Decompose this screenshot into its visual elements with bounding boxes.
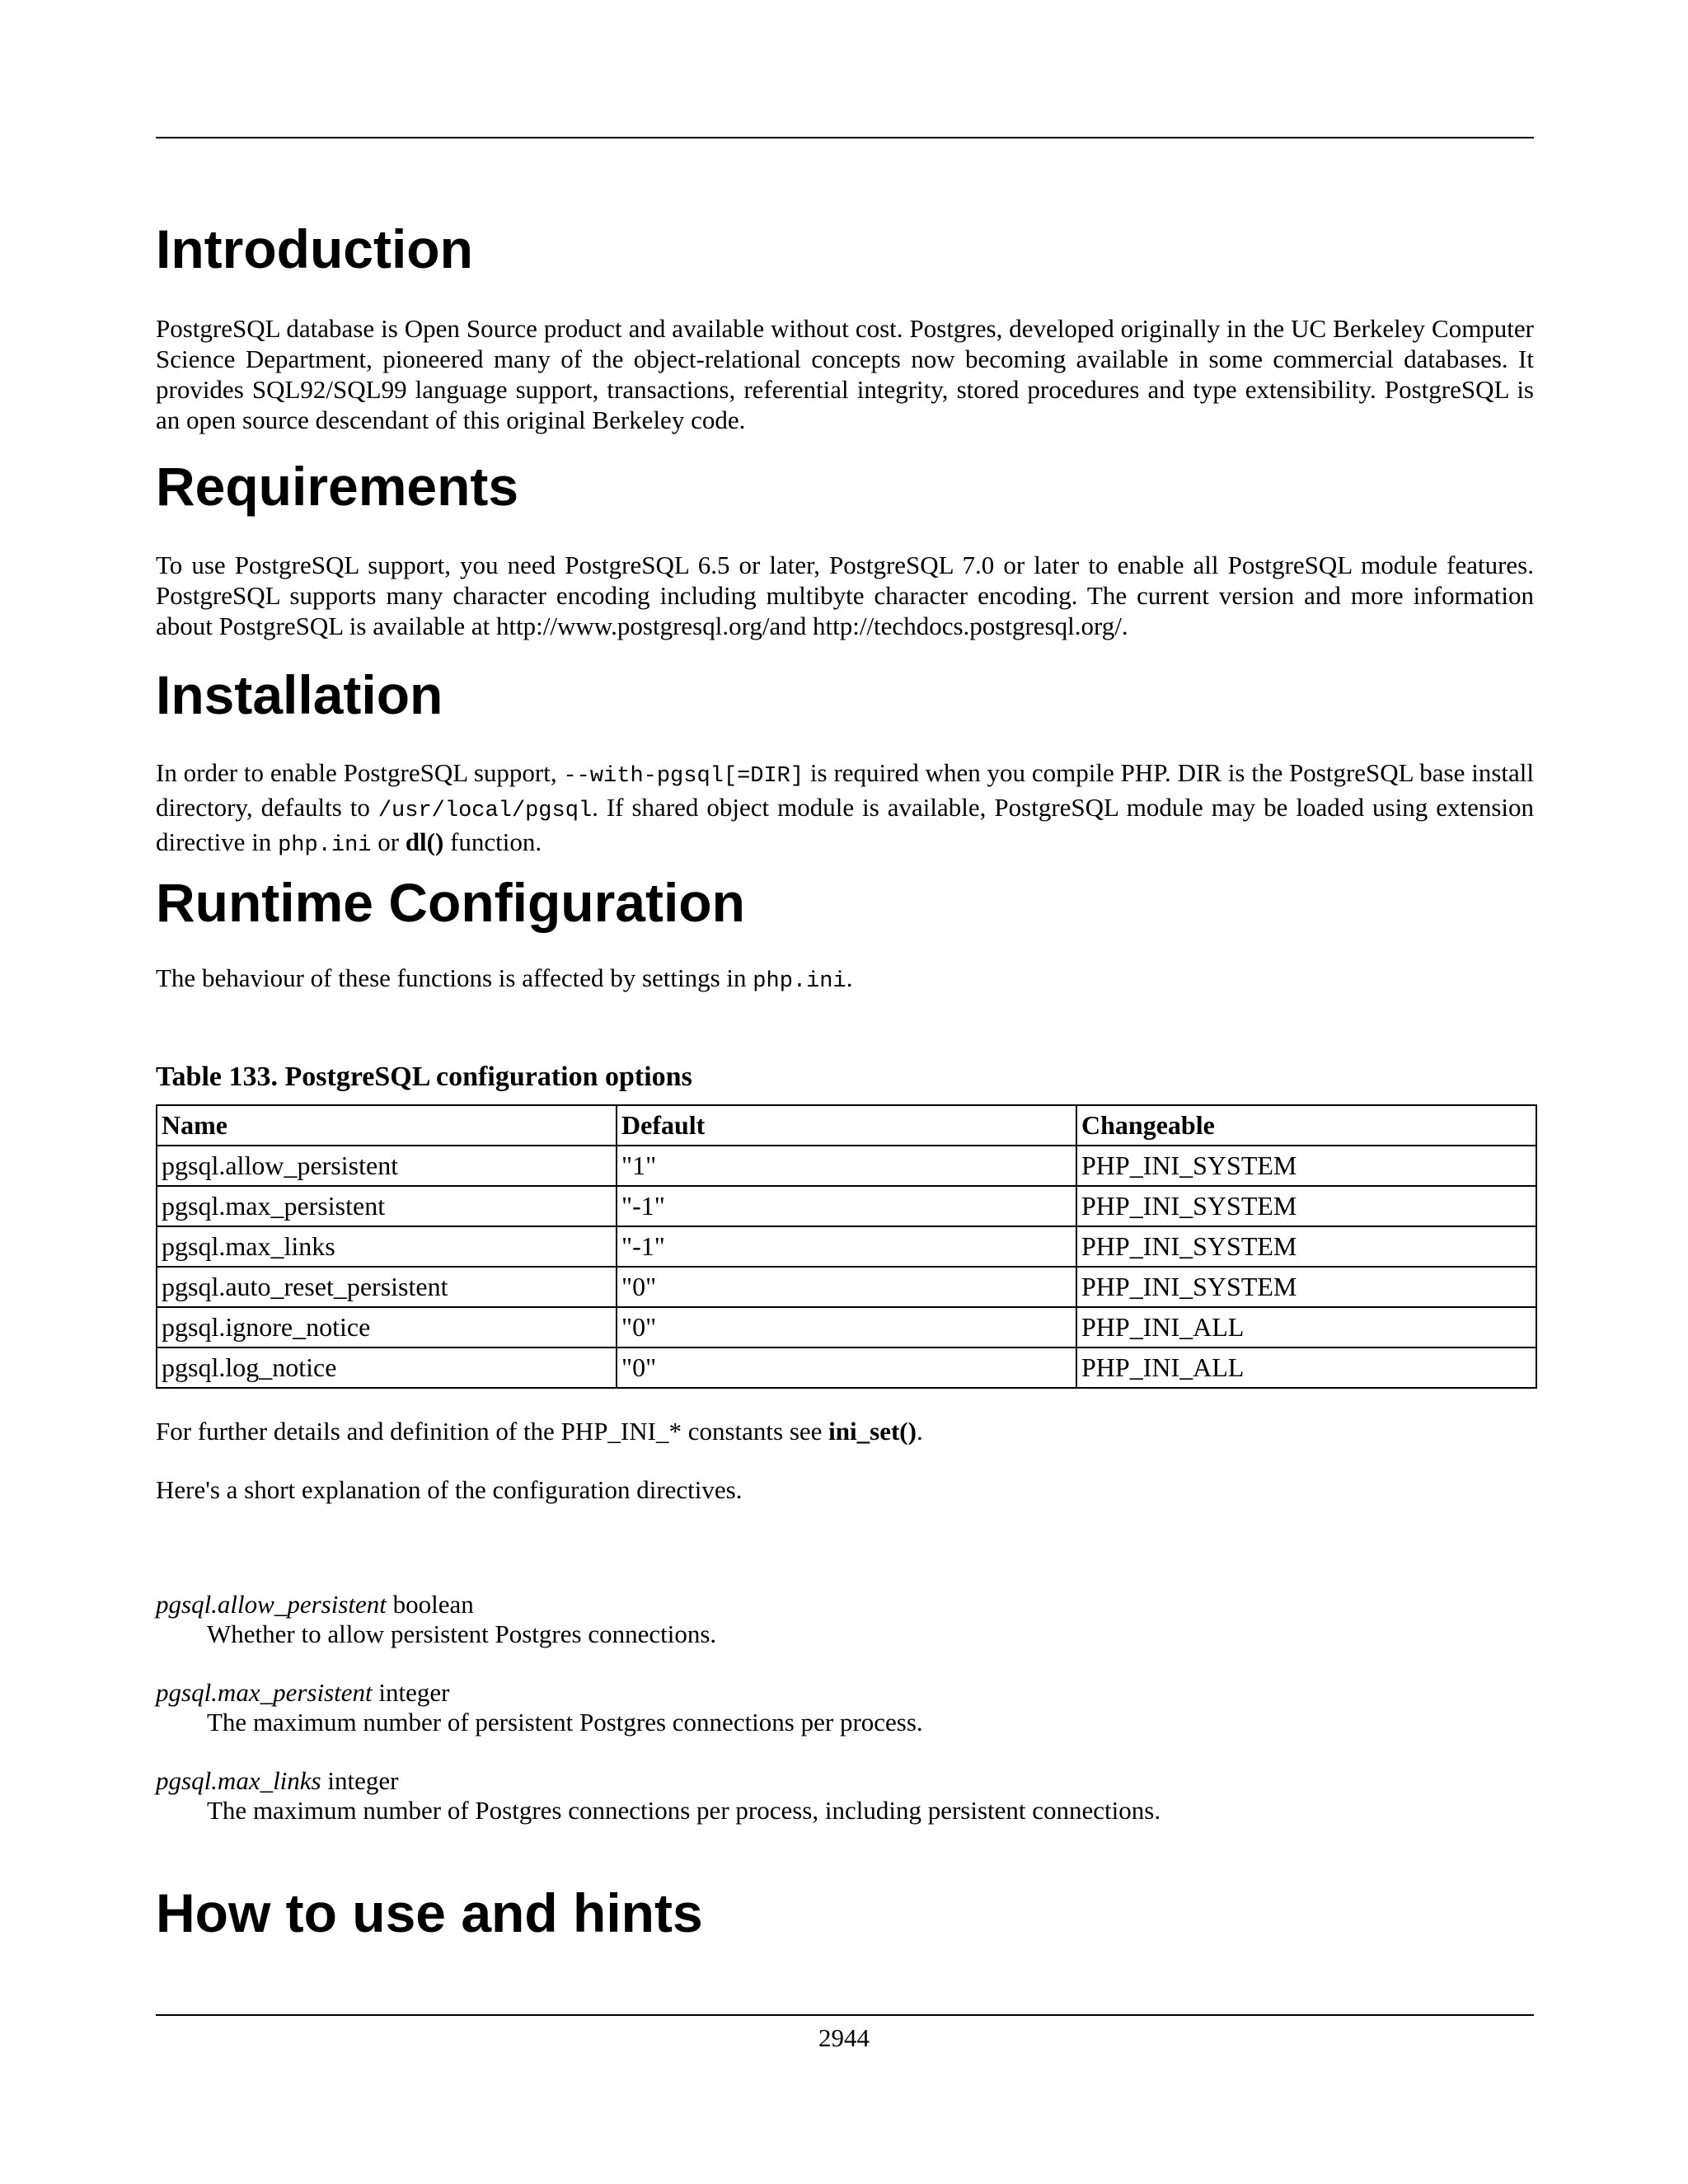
details-text: For further details and definition of the PHP_INI_* constants see — [156, 1417, 829, 1446]
column-header-name: Name — [157, 1105, 617, 1146]
installation-text-2: is required when you compile PHP. DIR is the PostgreSQL base install directory, defaults to — [156, 758, 1534, 822]
directive-type: integer — [321, 1766, 399, 1795]
directive-type: integer — [372, 1678, 450, 1707]
heading-how-to-use-and-hints: How to use and hints — [156, 1882, 703, 1943]
cell-default: "-1" — [617, 1226, 1076, 1267]
footer-rule — [156, 2014, 1534, 2016]
cell-default: "1" — [617, 1146, 1076, 1186]
runtime-intro-text: The behaviour of these functions is affected by settings in — [156, 963, 753, 992]
installation-text-1: In order to enable PostgreSQL support, — [156, 758, 564, 787]
cell-changeable: PHP_INI_SYSTEM — [1076, 1267, 1536, 1307]
directive-description: The maximum number of persistent Postgres connections per process. — [207, 1708, 923, 1736]
column-header-default: Default — [617, 1105, 1076, 1146]
details-paragraph — [156, 1416, 1534, 1446]
cell-name: pgsql.max_persistent — [157, 1186, 617, 1226]
directive-type: boolean — [386, 1590, 474, 1619]
cell-default: "-1" — [617, 1186, 1076, 1226]
installation-text-4: or — [371, 827, 406, 856]
table-caption: Table 133. PostgreSQL configuration options — [156, 1062, 692, 1092]
cell-default: "0" — [617, 1347, 1076, 1388]
heading-installation: Installation — [156, 664, 443, 725]
cell-changeable: PHP_INI_ALL — [1076, 1347, 1536, 1388]
directive-term — [156, 1677, 449, 1708]
cell-changeable: PHP_INI_SYSTEM — [1076, 1226, 1536, 1267]
requirements-paragraph: To use PostgreSQL support, you need PostgreSQL 6.5 or later, PostgreSQL 7.0 or later to enable all PostgreSQL module features. PostgreSQL supports many character encoding including multibyte character encoding. The current version and more information about PostgreSQL is available at http://www.postgresql.org/and http://techdocs.postgresql.org/. — [156, 551, 1534, 640]
runtime-intro-end: . — [846, 963, 853, 992]
heading-introduction: Introduction — [156, 218, 473, 279]
cell-default: "0" — [617, 1267, 1076, 1307]
table-header-row — [157, 1105, 1536, 1146]
cell-default: "0" — [617, 1307, 1076, 1347]
installation-text-5: function. — [443, 827, 542, 856]
cell-name: pgsql.ignore_notice — [157, 1307, 617, 1347]
install-path-code: /usr/local/pgsql — [377, 799, 593, 823]
details-end: . — [916, 1417, 923, 1446]
configure-option-code: --with-pgsql[=DIR] — [563, 764, 804, 789]
introduction-paragraph: PostgreSQL database is Open Source product and available without cost. Postgres, developed originally in the UC Berkeley Computer Science Department, pioneered many of the object-relational concepts now becoming available in some commercial databases. It provides SQL92/SQL99 language support, transactions, referential integrity, stored procedures and type extensibility. PostgreSQL is an open source descendant of this original Berkeley code. — [156, 314, 1534, 434]
php-ini-code: php.ini — [278, 833, 372, 858]
installation-text-3: . If shared object module is available, PostgreSQL module may be loaded using extension directive in — [156, 793, 1534, 856]
heading-requirements: Requirements — [156, 456, 519, 517]
cell-name: pgsql.auto_reset_persistent — [157, 1267, 617, 1307]
dl-function-link[interactable]: dl() — [405, 827, 444, 856]
column-header-changeable: Changeable — [1076, 1105, 1536, 1146]
explanation-paragraph: Here's a short explanation of the configuration directives. — [156, 1475, 743, 1504]
directive-name: pgsql.max_links — [156, 1766, 321, 1795]
runtime-php-ini-code: php.ini — [753, 969, 846, 994]
table-row — [157, 1186, 1536, 1226]
table-row — [157, 1307, 1536, 1347]
cell-name: pgsql.allow_persistent — [157, 1146, 617, 1186]
installation-paragraph — [156, 757, 1534, 861]
cell-changeable: PHP_INI_ALL — [1076, 1307, 1536, 1347]
table-row — [157, 1226, 1536, 1267]
cell-name: pgsql.max_links — [157, 1226, 617, 1267]
directive-term — [156, 1765, 398, 1796]
directive-name: pgsql.allow_persistent — [156, 1590, 387, 1619]
cell-changeable: PHP_INI_SYSTEM — [1076, 1146, 1536, 1186]
directive-term — [156, 1589, 474, 1619]
directive-description: The maximum number of Postgres connections per process, including persistent connections. — [207, 1796, 1161, 1825]
table-row — [157, 1146, 1536, 1186]
config-options-table — [156, 1104, 1537, 1389]
directive-name: pgsql.max_persistent — [156, 1678, 373, 1707]
heading-runtime-configuration: Runtime Configuration — [156, 872, 745, 933]
cell-name: pgsql.log_notice — [157, 1347, 617, 1388]
table-row — [157, 1267, 1536, 1307]
cell-changeable: PHP_INI_SYSTEM — [1076, 1186, 1536, 1226]
page-number: 2944 — [818, 2023, 870, 2052]
header-rule — [156, 137, 1534, 138]
runtime-intro-paragraph — [156, 963, 1534, 997]
directive-description: Whether to allow persistent Postgres connections. — [207, 1619, 717, 1648]
table-row — [157, 1347, 1536, 1388]
ini-set-function-link[interactable]: ini_set() — [828, 1417, 917, 1446]
